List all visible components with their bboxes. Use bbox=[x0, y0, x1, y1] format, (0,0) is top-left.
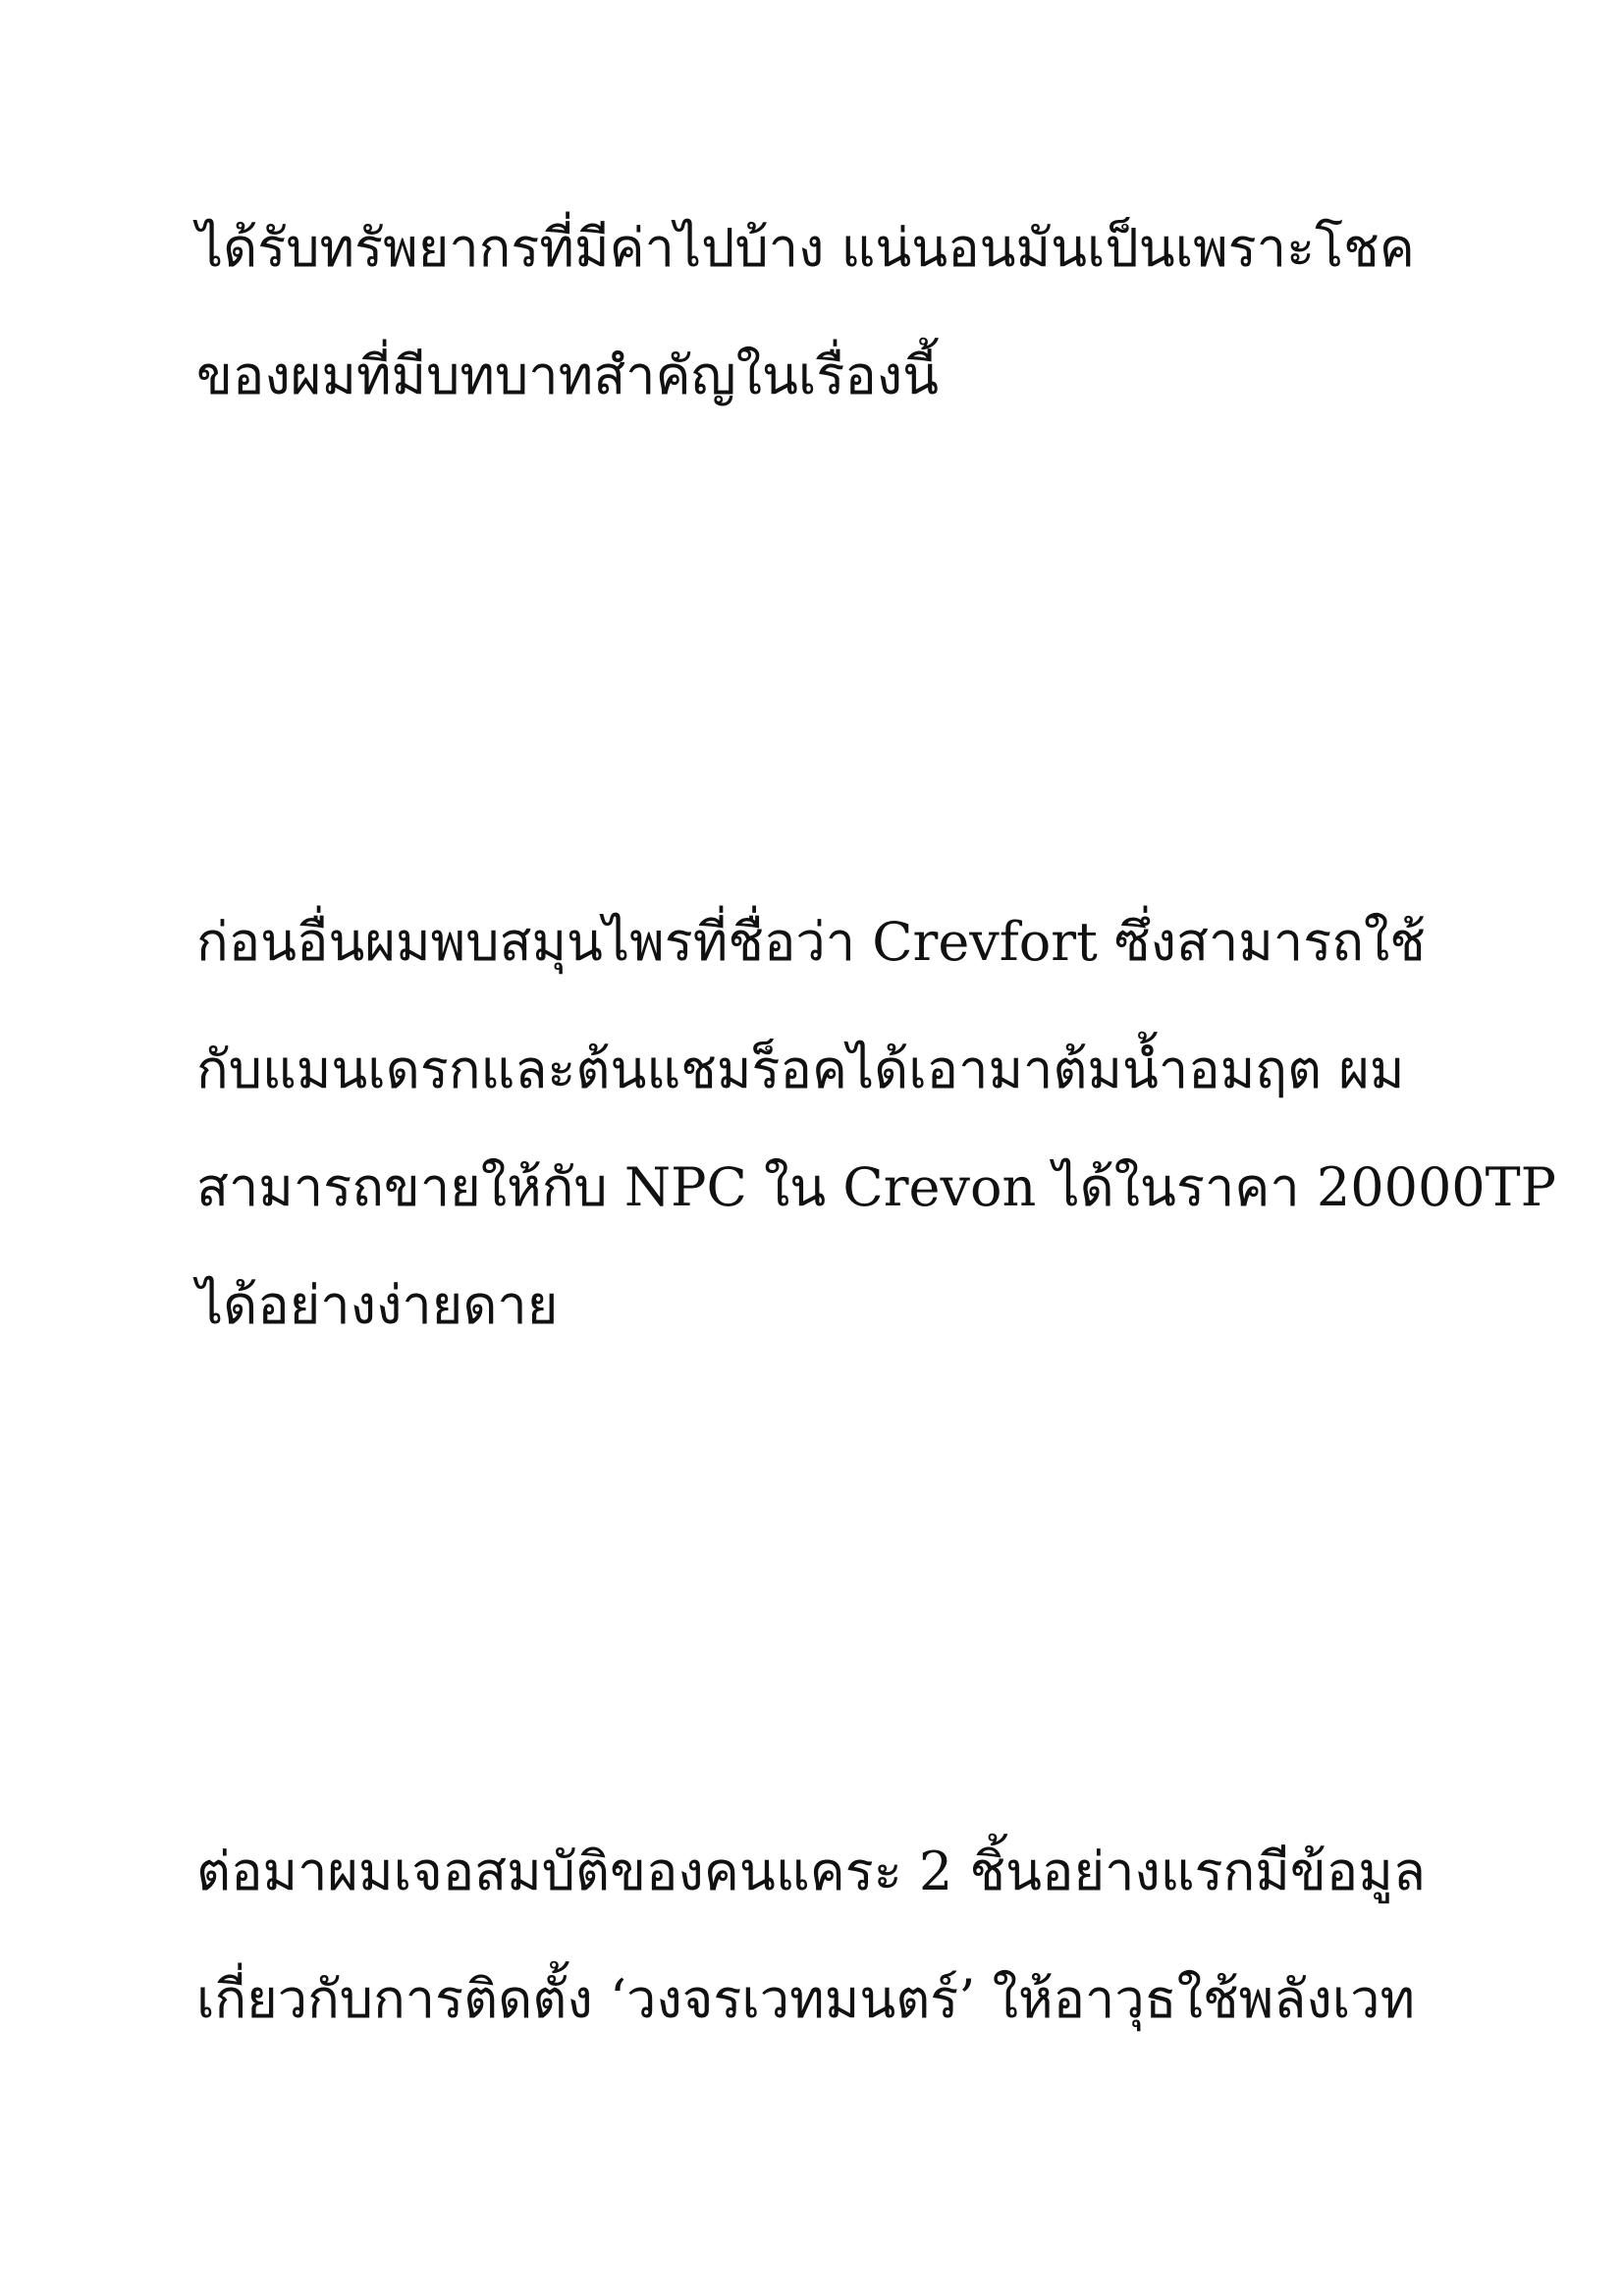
text-line: ก่อนอื่นผมพบสมุนไพรที่ชื่อว่า Crevfort ซึ่งสามารถใช้ bbox=[196, 911, 1426, 973]
text-line: ของผมที่มีบทบาทสำคัญในเรื่องนี้ bbox=[196, 345, 940, 406]
text-line: กับแมนเดรกและต้นแชมร็อคได้เอามาต้มน้ำอมฤต ผม bbox=[196, 1039, 1405, 1100]
text-line: สามารถขายให้กับ NPC ใน Crevon ได้ในราคา 20000TP bbox=[196, 1156, 1557, 1218]
text-line: ได้รับทรัพยากรที่มีค่าไปบ้าง แน่นอนมันเป็นเพราะโชค bbox=[196, 217, 1415, 279]
text-line: เกี่ยวกับการติดตั้ง ‘วงจรเวทมนตร์’ ให้อาวุธใช้พลังเวท bbox=[196, 1968, 1416, 2030]
text-line: ได้อย่างง่ายดาย bbox=[196, 1274, 559, 1336]
text-line: ต่อมาผมเจอสมบัติของคนแคระ 2 ชิ้นอย่างแรกมีข้อมูล bbox=[196, 1841, 1426, 1902]
